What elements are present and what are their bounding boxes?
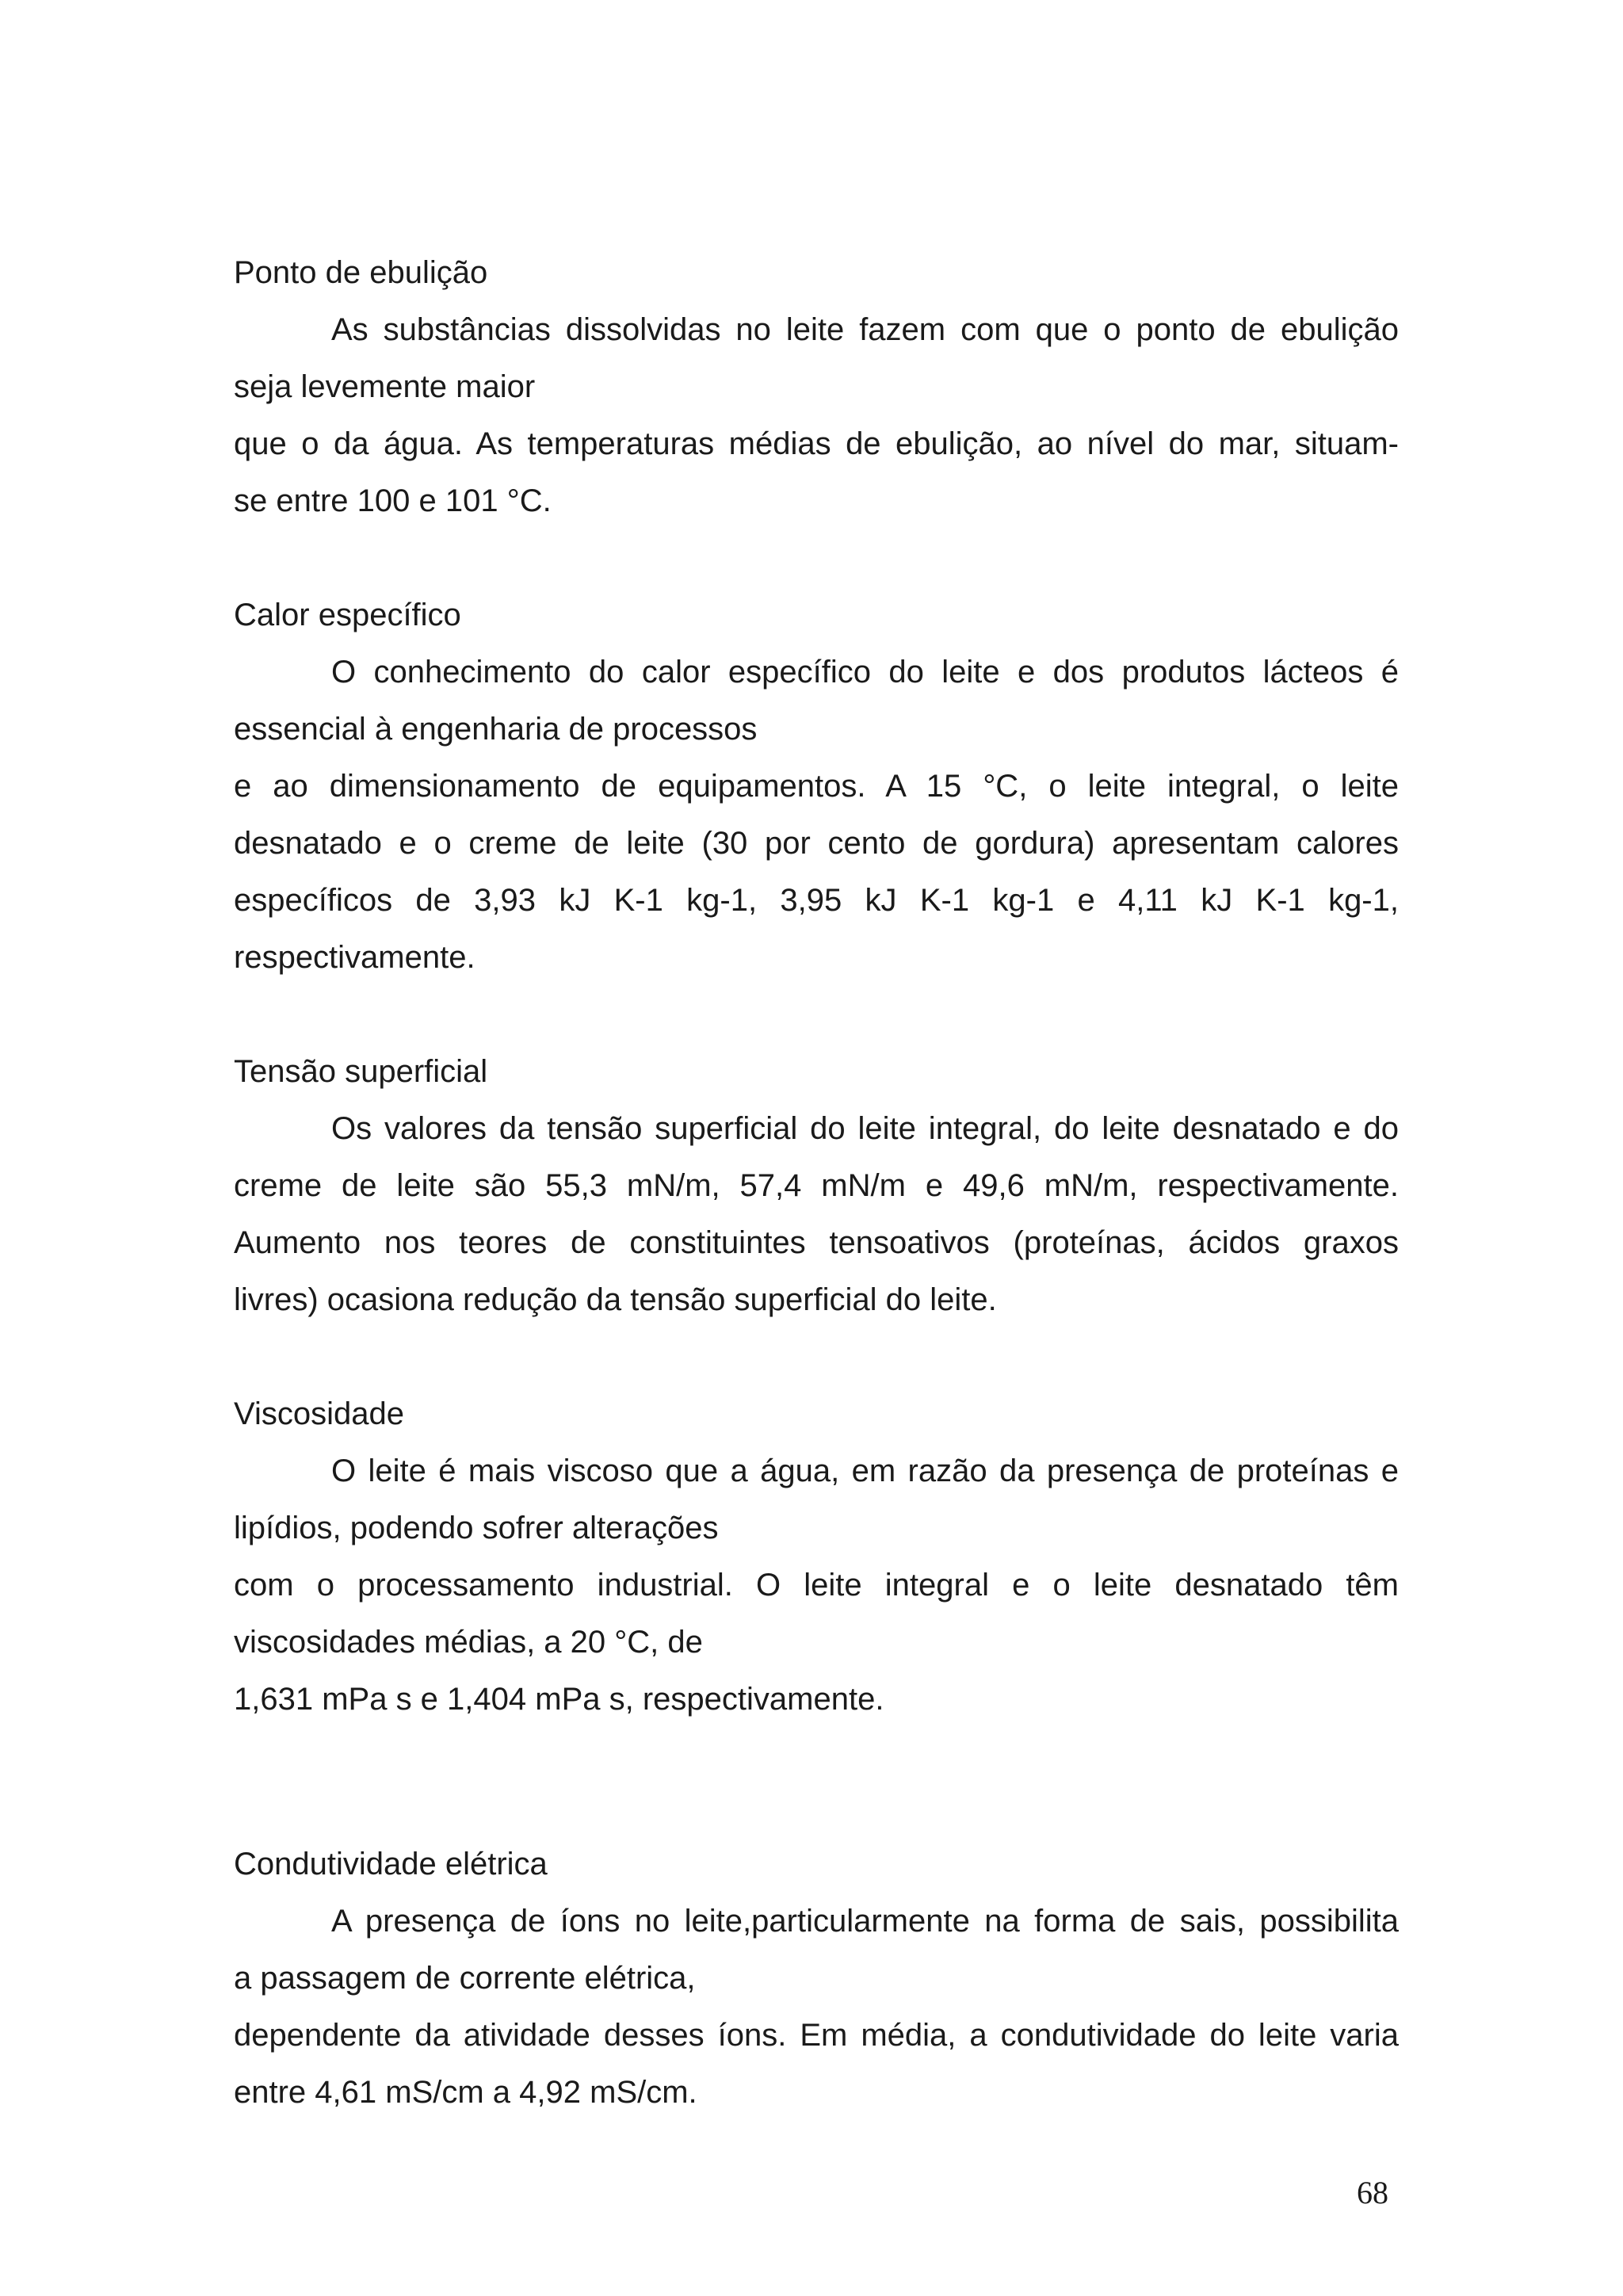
paragraph-line: entre 4,61 mS/cm a 4,92 mS/cm. <box>234 2075 697 2110</box>
page-number: 68 <box>1357 2175 1388 2210</box>
paragraph-line: que o da água. As temperaturas médias de ebulição, ao nível do mar, situam- <box>234 426 1399 461</box>
paragraph-line: respectivamente. <box>234 940 475 975</box>
section-heading-condutividade-eletrica: Condutividade elétrica <box>234 1847 548 1881</box>
paragraph-line: Os valores da tensão superficial do leite integral, do leite desnatado e do <box>331 1111 1399 1146</box>
paragraph-line: O conhecimento do calor específico do leite e dos produtos lácteos é <box>331 655 1399 690</box>
paragraph-line: e ao dimensionamento de equipamentos. A 15 °C, o leite integral, o leite <box>234 769 1399 804</box>
paragraph-line: 1,631 mPa s e 1,404 mPa s, respectivamente. <box>234 1682 884 1717</box>
section-heading-viscosidade: Viscosidade <box>234 1396 404 1431</box>
paragraph-line: Aumento nos teores de constituintes tensoativos (proteínas, ácidos graxos <box>234 1225 1399 1260</box>
paragraph-line: específicos de 3,93 kJ K-1 kg-1, 3,95 kJ K-1 kg-1 e 4,11 kJ K-1 kg-1, <box>234 883 1399 918</box>
paragraph-line: creme de leite são 55,3 mN/m, 57,4 mN/m e 49,6 mN/m, respectivamente. <box>234 1168 1399 1203</box>
section-heading-tensao-superficial: Tensão superficial <box>234 1054 488 1089</box>
paragraph-line: com o processamento industrial. O leite integral e o leite desnatado têm <box>234 1568 1399 1603</box>
paragraph-line: dependente da atividade desses íons. Em média, a condutividade do leite varia <box>234 2018 1399 2053</box>
paragraph-line: A presença de íons no leite,particularmente na forma de sais, possibilita <box>331 1904 1399 1939</box>
paragraph-line: a passagem de corrente elétrica, <box>234 1961 696 1996</box>
section-heading-calor-especifico: Calor específico <box>234 598 461 632</box>
paragraph-line: essencial à engenharia de processos <box>234 712 758 747</box>
paragraph-line: seja levemente maior <box>234 369 536 404</box>
paragraph-line: viscosidades médias, a 20 °C, de <box>234 1625 703 1660</box>
paragraph-line: lipídios, podendo sofrer alterações <box>234 1511 719 1545</box>
paragraph-line: se entre 100 e 101 °C. <box>234 483 552 518</box>
paragraph-line: O leite é mais viscoso que a água, em razão da presença de proteínas e <box>331 1454 1399 1488</box>
section-heading-ponto-de-ebulicao: Ponto de ebulição <box>234 255 488 290</box>
paragraph-line: As substâncias dissolvidas no leite fazem com que o ponto de ebulição <box>331 312 1399 347</box>
paragraph-line: livres) ocasiona redução da tensão superficial do leite. <box>234 1282 997 1317</box>
paragraph-line: desnatado e o creme de leite (30 por cento de gordura) apresentam calores <box>234 826 1399 861</box>
